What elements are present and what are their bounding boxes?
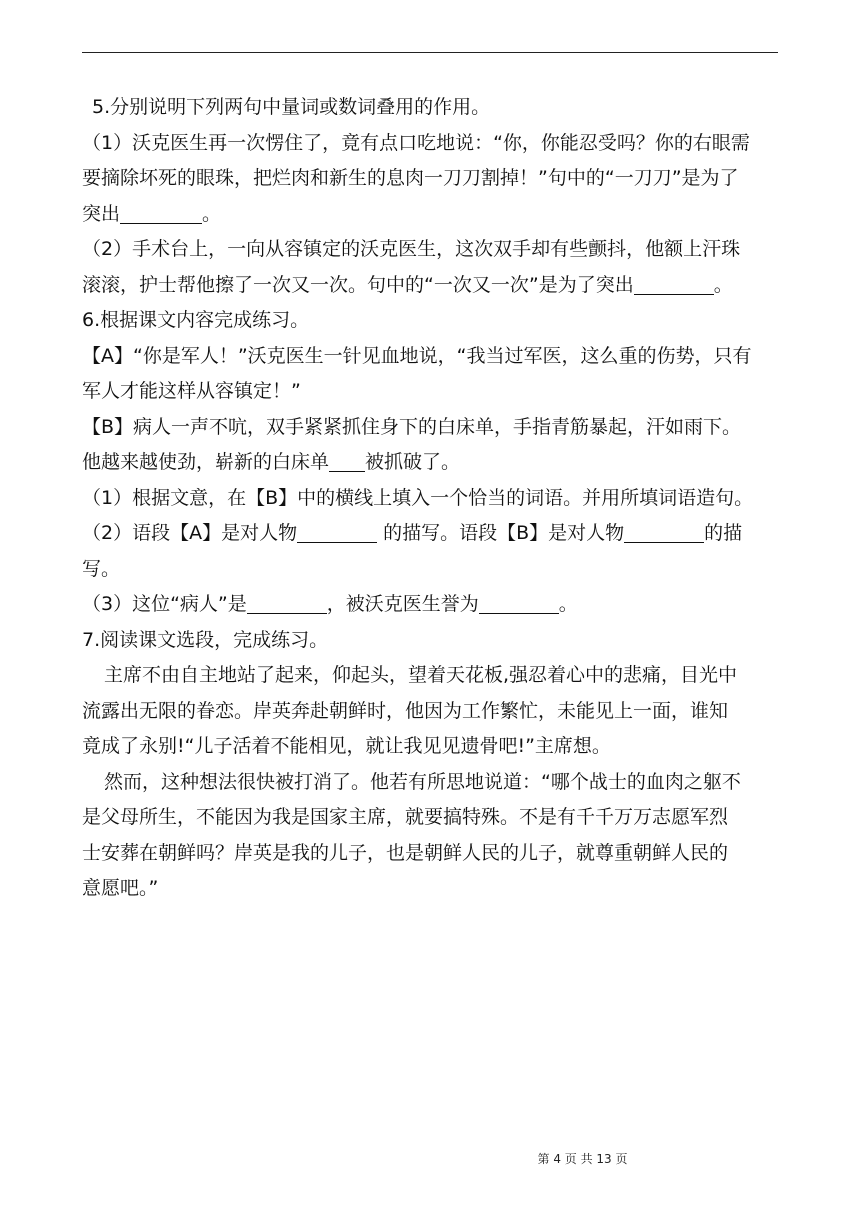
- q6-a-line2: 军人才能这样从容镇定！”: [82, 380, 301, 402]
- q5-item1-line3: 突出 。: [82, 202, 222, 225]
- q7-para2-line1: 然而，这种想法很快被打消了。他若有所思地说道：“哪个战士的血肉之躯不: [104, 770, 741, 793]
- q6-sub2: （2）语段【A】是对人物 的描写。语段【B】是对人物 的描: [82, 522, 743, 544]
- q5-item2-line1: （2）手术台上，一向从容镇定的沃克医生，这次双手却有些颤抖，他额上汗珠: [82, 238, 741, 260]
- worksheet-content: [82, 88, 782, 907]
- answer-blank[interactable]: [634, 272, 714, 295]
- q5-item1-line1: （1）沃克医生再一次愣住了，竟有点口吃地说：“你，你能忍受吗？你的右眼需: [82, 131, 750, 154]
- answer-blank[interactable]: [624, 520, 704, 543]
- q6-sub2-cont: 写。: [82, 557, 121, 580]
- q7-para1-line2: 流露出无限的眷恋。岸英奔赴朝鲜时，他因为工作繁忙，未能见上一面，谁知: [82, 699, 729, 722]
- q5-item1-line2: 要摘除坏死的眼珠，把烂肉和新生的息肉一刀刀割掉！”句中的“一刀刀”是为了: [82, 167, 739, 189]
- answer-blank[interactable]: [479, 591, 559, 614]
- q7-para1-line3: 竟成了永别!“儿子活着不能相见，就让我见见遗骨吧!”主席想。: [82, 735, 611, 757]
- q7-para1-line1: 主席不由自主地站了起来，仰起头，望着天花板,强忍着心中的悲痛，目光中: [104, 664, 738, 686]
- header-rule: [82, 52, 778, 53]
- q6-title: 6.根据课文内容完成练习。: [82, 309, 310, 331]
- q7-para2-line3: 士安葬在朝鲜吗？岸英是我的儿子，也是朝鲜人民的儿子，就尊重朝鲜人民的: [82, 841, 729, 864]
- answer-blank[interactable]: [329, 449, 365, 472]
- page-number: 第 4 页 共 13 页: [537, 1152, 628, 1166]
- q6-b-line2: 他越来越使劲，崭新的白床单 被抓破了。: [82, 451, 461, 473]
- answer-blank[interactable]: [247, 591, 327, 614]
- q7-title: 7.阅读课文选段，完成练习。: [82, 628, 329, 651]
- q5-title: 5.分别说明下列两句中量词或数词叠用的作用。: [92, 96, 491, 118]
- q7-para2-line2: 是父母所生，不能因为我是国家主席，就要搞特殊。不是有千千万万志愿军烈: [82, 806, 729, 828]
- q7-para2-line4: 意愿吧。”: [82, 877, 159, 899]
- answer-blank[interactable]: [120, 201, 202, 224]
- page-footer: [0, 1150, 860, 1167]
- answer-blank[interactable]: [297, 520, 377, 543]
- q6-a-line1: 【A】“你是军人！”沃克医生一针见血地说，“我当过军医，这么重的伤势，只有: [82, 344, 752, 367]
- q5-item2-line2: 滚滚，护士帮他擦了一次又一次。句中的“一次又一次”是为了突出 。: [82, 273, 733, 296]
- q6-sub1: （1）根据文意，在【B】中的横线上填入一个恰当的词语。并用所填词语造句。: [82, 486, 754, 509]
- q6-b-line1: 【B】病人一声不吭，双手紧紧抓住身下的白床单，手指青筋暴起，汗如雨下。: [82, 415, 742, 438]
- q5-item1-text: 突出: [82, 202, 121, 225]
- q6-sub3: （3）这位“病人”是 ，被沃克医生誉为 。: [82, 593, 578, 615]
